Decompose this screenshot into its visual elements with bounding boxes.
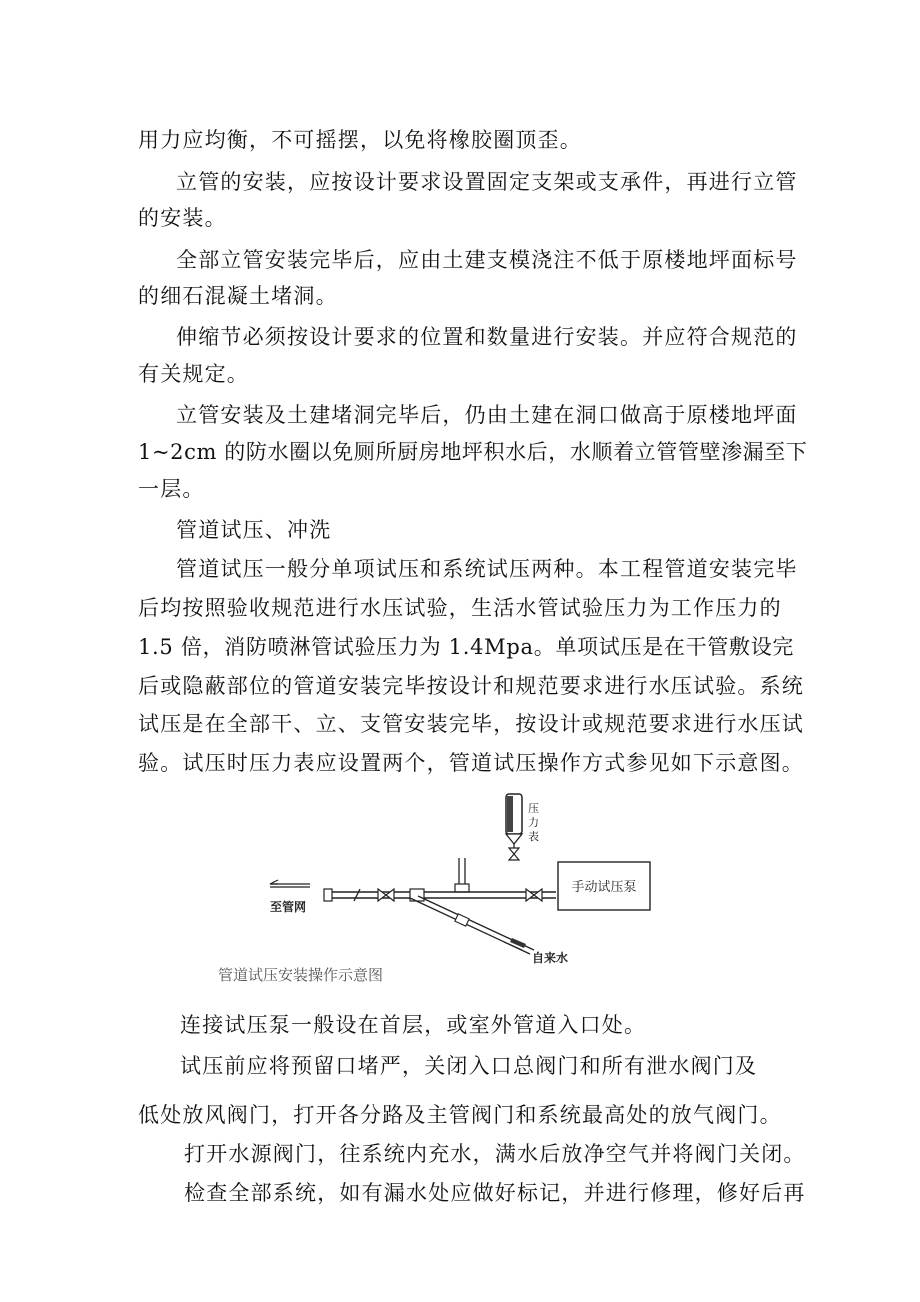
section-heading: 管道试压、冲洗	[176, 518, 332, 542]
paragraph-line: 用力应均衡，不可摇摆，以免将橡胶圈顶歪。	[138, 128, 582, 152]
paragraph-line: 检查全部系统，如有漏水处应做好标记，并进行修理，修好后再	[184, 1181, 806, 1205]
outlet-arrow-icon	[270, 880, 310, 887]
paragraph-line: 有关规定。	[138, 362, 249, 386]
paragraph-line: 伸缩节必须按设计要求的位置和数量进行安装。并应符合规范的	[176, 325, 798, 349]
inlet-pipe	[410, 896, 534, 954]
paragraph-line: 一层。	[138, 477, 205, 501]
paragraph-line: 立管的安装，应按设计要求设置固定支架或支承件，再进行立管	[176, 170, 798, 194]
outlet-label: 至管网	[270, 900, 307, 914]
diagram-caption: 管道试压安装操作示意图	[218, 966, 384, 984]
paragraph-line: 立管安装及土建堵洞完毕后，仍由土建在洞口做高于原楼地坪面	[176, 403, 798, 427]
paragraph-line: 的安装。	[138, 206, 227, 230]
pump-label: 手动试压泵	[571, 880, 637, 895]
gauge-label-1: 压	[528, 802, 539, 815]
paragraph-line: 全部立管安装完毕后，应由土建支模浇注不低于原楼地坪面标号	[176, 248, 798, 272]
paragraph-line: 1.5 倍，消防喷淋管试验压力为 1.4Mpa。单项试压是在干管敷设完	[138, 635, 795, 659]
paragraph-line: 试压前应将预留口堵严，关闭入口总阀门和所有泄水阀门及	[180, 1054, 758, 1078]
paragraph-line: 后或隐蔽部位的管道安装完毕按设计和规范要求进行水压试验。系统	[138, 674, 804, 698]
paragraph-line: 后均按照验收规范进行水压试验，生活水管试验压力为工作压力的	[138, 596, 782, 620]
paragraph-line: 的细石混凝土堵洞。	[138, 284, 338, 308]
riser-pipe	[455, 858, 469, 892]
gauge-label-2: 力	[528, 816, 539, 829]
paragraph-line: 连接试压泵一般设在首层，或室外管道入口处。	[180, 1013, 647, 1037]
paragraph-line: 试压是在全部干、立、支管安装完毕，按设计或规范要求进行水压试	[138, 712, 804, 736]
paragraph-line: 1~2cm 的防水圈以免厕所厨房地坪积水后，水顺着立管管壁渗漏至下	[138, 440, 808, 464]
gauge-label-3: 表	[528, 830, 539, 843]
paragraph-line: 打开水源阀门，往系统内充水，满水后放净空气并将阀门关闭。	[184, 1142, 806, 1166]
valve-icon	[378, 889, 394, 901]
paragraph-line: 验。试压时压力表应设置两个，管道试压操作方式参见如下示意图。	[138, 751, 804, 775]
main-pipe	[324, 889, 556, 901]
pressure-gauge-icon	[506, 794, 522, 860]
paragraph-line: 低处放风阀门，打开各分路及主管阀门和系统最高处的放气阀门。	[138, 1103, 782, 1127]
paragraph-line: 管道试压一般分单项试压和系统试压两种。本工程管道安装完毕	[176, 557, 798, 581]
pressure-test-diagram	[260, 792, 680, 992]
inlet-label: 自来水	[532, 951, 569, 965]
valve-icon	[526, 889, 542, 901]
